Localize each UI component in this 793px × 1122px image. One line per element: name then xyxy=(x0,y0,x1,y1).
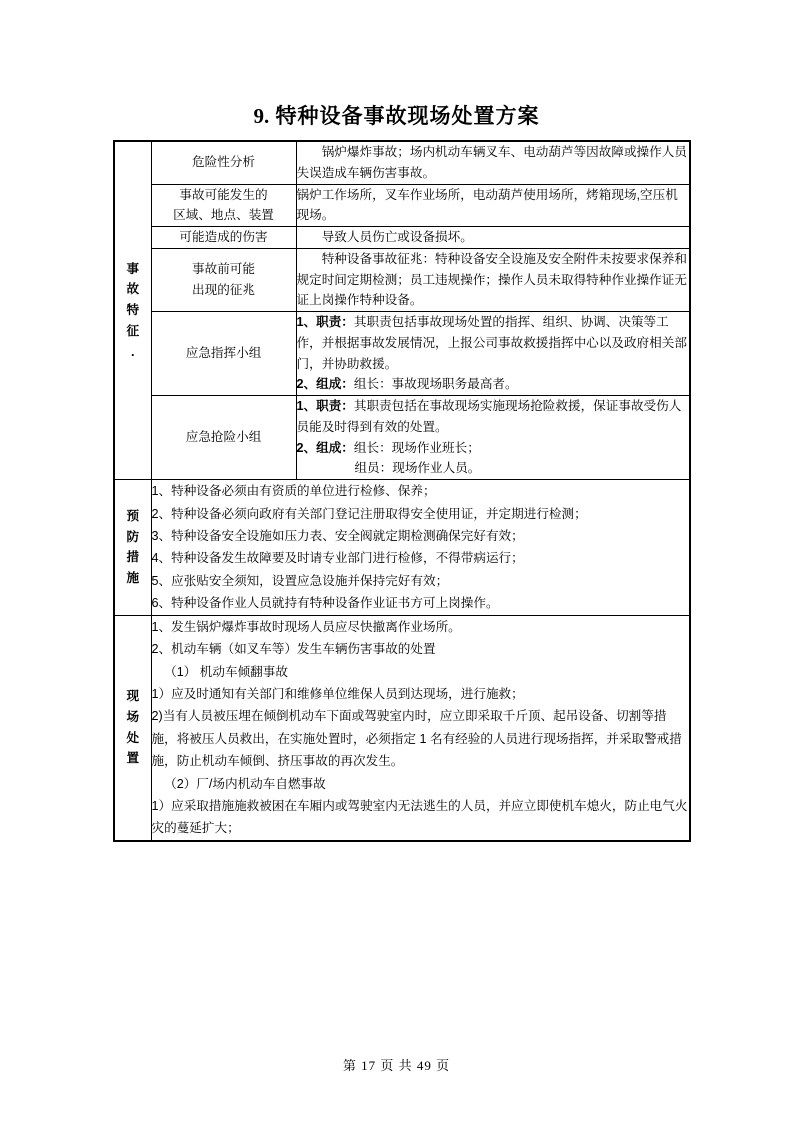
paragraph: 锅炉爆炸事故；场内机动车辆叉车、电动葫芦等因故障或操作人员失误造成车辆伤害事故。 xyxy=(296,145,687,180)
list-item: 4、特种设备发生故障要及时请专业部门进行检修，不得带病运行； xyxy=(151,551,524,566)
table-row xyxy=(114,396,690,480)
duty-text: 其职责包括在事故现场实施现场抢险救援，保证事故受伤人员能及时得到有效的处置。 xyxy=(296,399,682,434)
table-row xyxy=(114,312,690,396)
paragraph xyxy=(297,312,690,374)
label-char: . xyxy=(131,344,135,359)
list-item: 1）应采取措施施救被困在车厢内或驾驶室内无法逃生的人员，并应立即使机车熄火，防止电气火灾的蔓延扩大； xyxy=(151,798,688,836)
row-label-possible-injuries: 可能造成的伤害 xyxy=(151,227,296,249)
paragraph: 导致人员伤亡或设备损坏。 xyxy=(321,230,473,245)
label-char: 特 xyxy=(126,303,140,318)
list-item: （1） 机动车倾翻事故 xyxy=(164,664,288,679)
paragraph xyxy=(297,438,690,459)
label-char: 事 xyxy=(126,261,140,276)
page-title-number: 9. xyxy=(253,104,270,128)
label-char: 场 xyxy=(126,709,140,724)
composition-heading: 2、组成： xyxy=(296,440,354,455)
label-char: 征 xyxy=(126,324,140,338)
label-char: 现 xyxy=(126,689,140,704)
page-title xyxy=(0,100,793,130)
table-row xyxy=(114,227,690,249)
section-label-prevention-measures xyxy=(114,480,151,615)
paragraph: 组员：现场作业人员。 xyxy=(354,461,481,476)
label-char: 故 xyxy=(126,282,140,297)
page-footer: 第 17 页 共 49 页 xyxy=(342,1058,451,1073)
list-item: 2)当有人员被压埋在倾倒机动车下面或驾驶室内时，应立即采取千斤顶、起吊设备、切割等措施，将被压人员救出，在实施处置时，必须指定 1 名有经验的人员进行现场指挥，并采取警戒措施，防止机动车倾倒、挤压事故的再次发生。 xyxy=(151,709,682,769)
section-content-prevention-measures xyxy=(151,480,690,615)
paragraph: 特种设备事故征兆：特种设备安全设施及安全附件未按要求保养和规定时间定期检测；员工违规操作；操作人员未取得特种作业操作证无证上岗操作特种设备。 xyxy=(296,251,687,308)
list-item: 2、特种设备必须向政府有关部门登记注册取得安全使用证，并定期进行检测； xyxy=(151,506,587,521)
row-content-accident-locations xyxy=(296,184,690,227)
duty-heading: 1、职责： xyxy=(296,315,354,330)
label-char: 置 xyxy=(126,751,140,766)
table-row xyxy=(114,615,690,841)
table-row xyxy=(114,141,690,184)
row-label-pre-accident-signs xyxy=(151,248,296,311)
row-label-accident-locations xyxy=(151,184,296,227)
section-content-onsite-disposal xyxy=(151,615,690,841)
label-char: 预 xyxy=(126,508,140,523)
duty-heading: 1、职责： xyxy=(296,399,354,414)
list-item: 2、机动车辆（如叉车等）发生车辆伤害事故的处置 xyxy=(151,642,436,657)
label-line: 事故可能发生的 xyxy=(179,187,268,202)
label-line: 事故前可能 xyxy=(192,262,255,277)
list-item: 1）应及时通知有关部门和维修单位维保人员到达现场，进行施救； xyxy=(151,686,524,701)
composition-text: 组长：事故现场职务最高者。 xyxy=(353,377,518,392)
page-title-text: 特种设备事故现场处置方案 xyxy=(275,104,540,128)
list-item: （2）厂/场内机动车自燃事故 xyxy=(164,776,326,791)
row-content-command-group xyxy=(296,312,690,396)
paragraph xyxy=(297,374,690,395)
list-item: 1、发生锅炉爆炸事故时现场人员应尽快撤离作业场所。 xyxy=(151,619,461,634)
label-char: 处 xyxy=(126,730,140,745)
section-label-onsite-disposal xyxy=(114,615,151,841)
section-label-accident-features xyxy=(114,141,151,480)
emergency-plan-table xyxy=(113,140,691,842)
row-label-hazard-analysis: 危险性分析 xyxy=(151,141,296,184)
duty-text: 其职责包括事故现场处置的指挥、组织、协调、决策等工作，并根据事故发展情况，上报公司事故救援指挥中心以及政府相关部门，并协助救援。 xyxy=(296,315,687,371)
table-row xyxy=(114,248,690,311)
row-label-rescue-group: 应急抢险小组 xyxy=(151,396,296,480)
row-content-rescue-group xyxy=(296,396,690,480)
paragraph: 锅炉工作场所，叉车作业场所，电动葫芦使用场所，烤箱现场,空压机现场。 xyxy=(296,187,678,223)
table-row xyxy=(114,480,690,615)
list-item: 6、特种设备作业人员就持有特种设备作业证书方可上岗操作。 xyxy=(151,596,499,611)
label-char: 措 xyxy=(126,550,140,565)
composition-text: 组长：现场作业班长； xyxy=(353,440,480,455)
label-char: 施 xyxy=(126,571,140,586)
row-content-pre-accident-signs xyxy=(296,248,690,311)
list-item: 5、应张贴安全须知，设置应急设施并保持完好有效； xyxy=(151,573,449,588)
label-char: 防 xyxy=(126,529,140,544)
row-label-command-group: 应急指挥小组 xyxy=(151,312,296,396)
label-line: 区域、地点、装置 xyxy=(173,208,274,223)
row-content-hazard-analysis xyxy=(296,141,690,184)
list-item: 3、特种设备安全设施如压力表、安全阀就定期检测确保完好有效； xyxy=(151,529,524,544)
list-item: 1、特种设备必须由有资质的单位进行检修、保养； xyxy=(151,484,436,499)
composition-heading: 2、组成： xyxy=(296,377,354,392)
label-line: 出现的征兆 xyxy=(192,282,255,297)
row-content-possible-injuries xyxy=(296,227,690,249)
table-row xyxy=(114,184,690,227)
paragraph xyxy=(297,396,690,438)
